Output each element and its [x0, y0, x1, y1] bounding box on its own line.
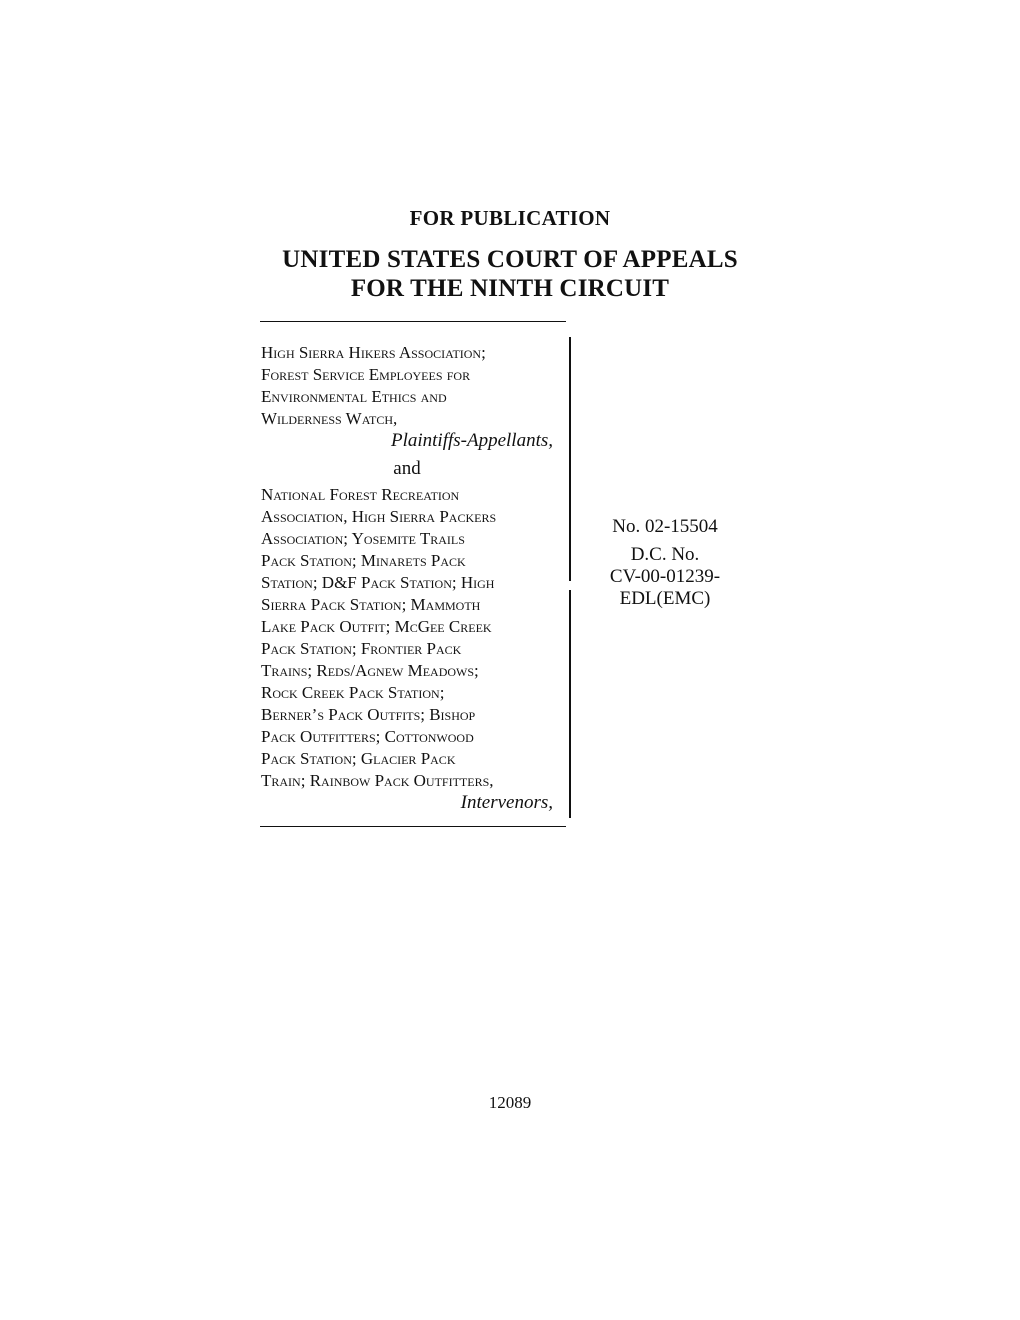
court-title-line-2: FOR THE NINTH CIRCUIT: [350, 275, 670, 302]
party-line: Forest Service Employees for: [261, 365, 471, 384]
dc-number-line-2: EDL(EMC): [619, 588, 711, 609]
party-line: Pack Outfitters; Cottonwood: [261, 727, 474, 746]
conjunction: and: [393, 458, 421, 479]
party-line: Rock Creek Pack Station;: [261, 683, 445, 702]
party-line: Trains; Reds/Agnew Meadows;: [261, 661, 479, 680]
party-line: Wilderness Watch,: [261, 409, 398, 428]
plaintiffs-block: [261, 342, 553, 452]
caption-top-rule: [260, 321, 566, 322]
party-line: High Sierra Hikers Association;: [261, 343, 486, 362]
court-title-line-1: UNITED STATES COURT OF APPEALS: [282, 246, 738, 273]
party-line: Association; Yosemite Trails: [261, 529, 465, 548]
party-line: Environmental Ethics and: [261, 387, 447, 406]
party-line: Pack Station; Frontier Pack: [261, 639, 462, 658]
dc-number-line-1: CV-00-01239-: [609, 566, 721, 587]
caption-brace-lower: [569, 590, 571, 818]
party-line: Train; Rainbow Pack Outfitters,: [261, 771, 494, 790]
party-line: Pack Station; Glacier Pack: [261, 749, 456, 768]
party-line: Association, High Sierra Packers: [261, 507, 497, 526]
case-info: [590, 516, 740, 610]
caption-brace-upper: [569, 337, 571, 581]
party-line: National Forest Recreation: [261, 485, 460, 504]
party-line: Sierra Pack Station; Mammoth: [261, 595, 481, 614]
plaintiffs-role: Plaintiffs-Appellants,: [390, 430, 553, 451]
case-number: No. 02-15504: [612, 516, 718, 537]
dc-label: D.C. No.: [630, 544, 700, 565]
party-line: Berner’s Pack Outfits; Bishop: [261, 705, 476, 724]
page-number: 12089: [488, 1093, 532, 1112]
case-caption: [261, 342, 553, 814]
party-line: Station; D&F Pack Station; High: [261, 573, 495, 592]
intervenors-role: Intervenors,: [460, 792, 553, 813]
court-title: [0, 245, 1020, 303]
party-line: Lake Pack Outfit; McGee Creek: [261, 617, 492, 636]
intervenors-block: [261, 484, 553, 814]
caption-bottom-rule: [260, 826, 566, 827]
publication-heading: FOR PUBLICATION: [409, 206, 611, 230]
party-line: Pack Station; Minarets Pack: [261, 551, 466, 570]
